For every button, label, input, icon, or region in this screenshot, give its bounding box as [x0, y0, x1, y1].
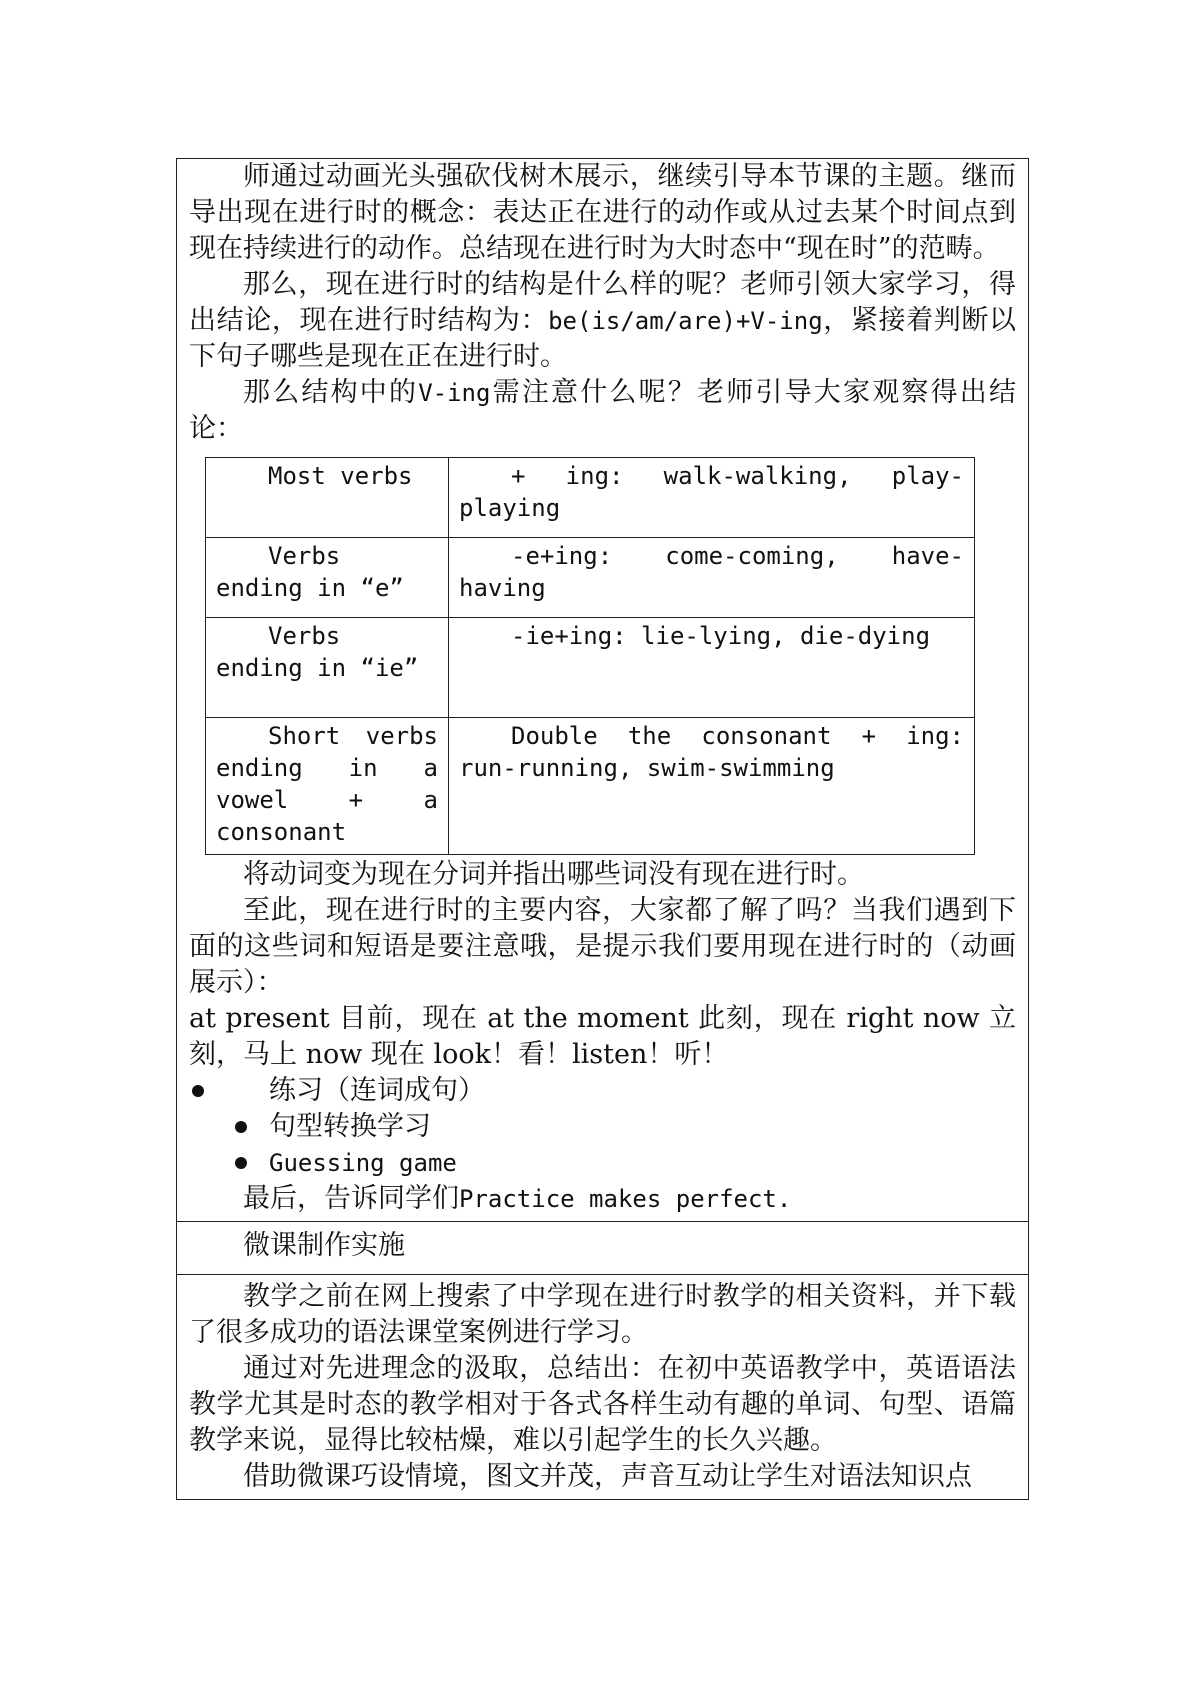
paragraph-time-expressions: at present 目前，现在 at the moment 此刻，现在 right now 立刻，马上 now 现在 look！看！listen！听！	[189, 1003, 1016, 1070]
closing-motto: Practice makes perfect.	[459, 1185, 792, 1213]
rule-type: Verbs ending in “ie”	[216, 622, 419, 682]
table-row	[206, 538, 975, 618]
paragraph-closing	[189, 1181, 1016, 1217]
section-heading: 微课制作实施	[243, 1230, 405, 1261]
paragraph-microlesson: 借助微课巧设情境，图文并茂，声音互动让学生对语法知识点	[243, 1461, 972, 1492]
rule-cell	[449, 538, 975, 618]
structure-text-b: ，紧接着判断以下句子哪些是现在正在进行时。	[189, 305, 1017, 372]
rule-type: Most verbs	[268, 462, 413, 490]
list-item	[189, 1145, 1016, 1181]
rule-type-cell	[206, 618, 449, 718]
structure-text-a: 那么，现在进行时的结构是什么样的呢？老师引领大家学习，得出结论，现在进行时结构为：	[189, 269, 1016, 336]
bullet-icon	[235, 1157, 247, 1169]
list-item	[189, 1109, 1016, 1145]
table-row	[206, 618, 975, 718]
table-row	[206, 458, 975, 538]
rule-text: + ing: walk-walking, play-playing	[459, 462, 964, 522]
content-frame	[176, 158, 1029, 1500]
bullet-text: 练习（连词成句）	[269, 1075, 485, 1106]
ving-text-a: 那么结构中的	[243, 377, 419, 408]
ving-code: V-ing	[418, 379, 491, 407]
lesson-process-cell	[177, 159, 1028, 1222]
paragraph-research: 教学之前在网上搜索了中学现在进行时教学的相关资料，并下载了很多成功的语法课堂案例进行学习。	[189, 1281, 1016, 1348]
table-row	[206, 718, 975, 855]
bullet-text: Guessing game	[269, 1149, 457, 1177]
rule-text: -e+ing: come-coming, have-having	[459, 542, 964, 602]
rule-cell	[449, 718, 975, 855]
paragraph-summary: 通过对先进理念的汲取，总结出：在初中英语教学中，英语语法教学尤其是时态的教学相对于各式各样生动有趣的单词、句型、语篇教学来说，显得比较枯燥，难以引起学生的长久兴趣。	[189, 1353, 1016, 1456]
paragraph-structure	[189, 267, 1016, 375]
section-heading-cell	[177, 1222, 1028, 1275]
closing-text: 最后，告诉同学们	[243, 1183, 459, 1214]
structure-formula: be(is/am/are)+V-ing	[548, 307, 823, 335]
rule-type-cell	[206, 458, 449, 538]
rule-cell	[449, 458, 975, 538]
paragraph-exercise: 将动词变为现在分词并指出哪些词没有现在进行时。	[243, 859, 864, 890]
ving-rules-table	[205, 457, 975, 855]
list-item	[189, 1073, 1016, 1109]
rule-text: -ie+ing: lie-lying, die-dying	[511, 622, 931, 650]
rule-text: Double the consonant + ing: run-running, swim-swimming	[459, 722, 964, 782]
paragraph-ving	[189, 375, 1016, 447]
bullet-icon	[235, 1121, 247, 1133]
paragraph-signal-words: 至此，现在进行时的主要内容，大家都了解了吗？当我们遇到下面的这些词和短语是要注意哦，是提示我们要用现在进行时的（动画展示）：	[189, 895, 1016, 998]
rule-type: Short verbs ending in a vowel + a consonant	[216, 722, 438, 846]
rule-cell	[449, 618, 975, 718]
bullet-icon	[192, 1085, 204, 1097]
paragraph-intro: 师通过动画光头强砍伐树木展示，继续引导本节课的主题。继而导出现在进行时的概念：表达正在进行的动作或从过去某个时间点到现在持续进行的动作。总结现在进行时为大时态中“现在时”的范畴。	[189, 161, 1016, 264]
implementation-cell	[177, 1275, 1028, 1499]
bullet-text: 句型转换学习	[269, 1111, 431, 1142]
ving-text-b: 需注意什么呢？老师引导大家观察得出结论：	[189, 377, 1016, 444]
rule-type-cell	[206, 538, 449, 618]
rule-type-cell	[206, 718, 449, 855]
rule-type: Verbs ending in “e”	[216, 542, 404, 602]
